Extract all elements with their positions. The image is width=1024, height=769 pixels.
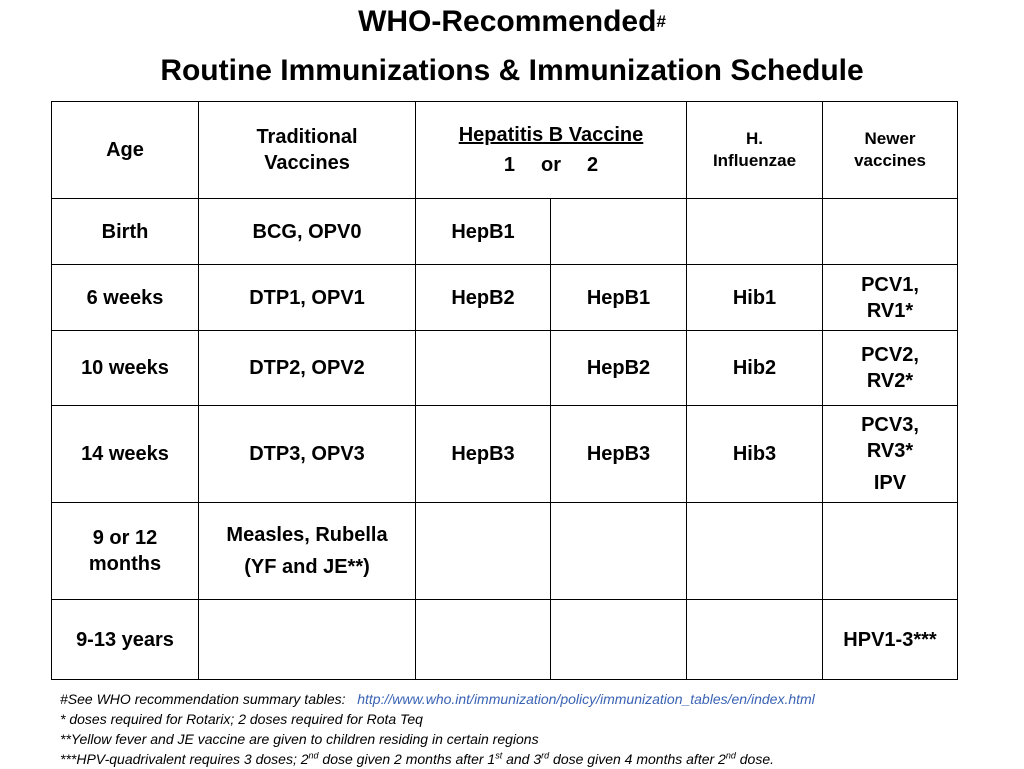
header-h-influenzae: H. Influenzae [687,102,823,199]
who-tables-link[interactable]: http://www.who.int/immunization/policy/immunization_tables/en/index.html [357,691,815,707]
cell-age: 9 or 12 months [52,503,199,600]
cell-hepb-option1: HepB1 [416,199,551,265]
cell-newer: PCV3, RV3* IPV [823,406,958,503]
cell-hib: Hib2 [687,331,823,406]
cell-hepb-option1: HepB2 [416,265,551,331]
footnote-rotavirus: * doses required for Rotarix; 2 doses required for Rota Teq [60,711,423,727]
header-traditional-vaccines: Traditional Vaccines [199,102,416,199]
table-row [52,600,958,680]
cell-traditional: DTP3, OPV3 [199,406,416,503]
table-header-row [52,102,958,199]
table-row [52,265,958,331]
header-age: Age [52,102,199,199]
cell-traditional: BCG, OPV0 [199,199,416,265]
cell-hepb-option2 [551,600,687,680]
cell-hepb-option2 [551,503,687,600]
page-title-line1: WHO-Recommended# [358,5,666,38]
cell-hepb-option2: HepB3 [551,406,687,503]
cell-age: 6 weeks [52,265,199,331]
footnote-hpv: ***HPV-quadrivalent requires 3 doses; 2nd dose given 2 months after 1st and 3rd dose given 4 months after 2nd dose. [60,750,774,767]
hepb-title: Hepatitis B Vaccine [458,124,644,146]
cell-hib: Hib1 [687,265,823,331]
hepb-options: 1 or 2 [503,154,599,176]
footnote-who-tables: #See WHO recommendation summary tables: http://www.who.int/immunization/policy/immunization_tables/en/index.html [60,691,815,707]
cell-traditional: DTP2, OPV2 [199,331,416,406]
cell-age: 9-13 years [52,600,199,680]
cell-hepb-option2 [551,199,687,265]
cell-hepb-option2: HepB1 [551,265,687,331]
footnote-yf-je: **Yellow fever and JE vaccine are given to children residing in certain regions [60,731,539,747]
cell-hepb-option1 [416,331,551,406]
cell-newer [823,199,958,265]
table-row [52,406,958,503]
cell-newer: PCV1, RV1* [823,265,958,331]
cell-newer: HPV1-3*** [823,600,958,680]
table-row [52,503,958,600]
cell-traditional: Measles, Rubella (YF and JE**) [199,503,416,600]
cell-age: 14 weeks [52,406,199,503]
immunization-schedule-table [51,101,958,680]
cell-traditional [199,600,416,680]
cell-hib [687,503,823,600]
cell-hepb-option1 [416,503,551,600]
cell-age: 10 weeks [52,331,199,406]
cell-hib [687,600,823,680]
cell-newer: PCV2, RV2* [823,331,958,406]
footnotes [60,689,815,769]
cell-age: Birth [52,199,199,265]
page-title-line2: Routine Immunizations & Immunization Schedule [160,54,864,87]
cell-newer [823,503,958,600]
cell-hepb-option2: HepB2 [551,331,687,406]
cell-hepb-option1: HepB3 [416,406,551,503]
title-footnote-mark: # [656,12,666,31]
header-hepatitis-b [416,102,687,199]
cell-traditional: DTP1, OPV1 [199,265,416,331]
cell-hib [687,199,823,265]
table-row [52,199,958,265]
cell-hib: Hib3 [687,406,823,503]
table-row [52,331,958,406]
cell-hepb-option1 [416,600,551,680]
header-newer-vaccines: Newer vaccines [823,102,958,199]
